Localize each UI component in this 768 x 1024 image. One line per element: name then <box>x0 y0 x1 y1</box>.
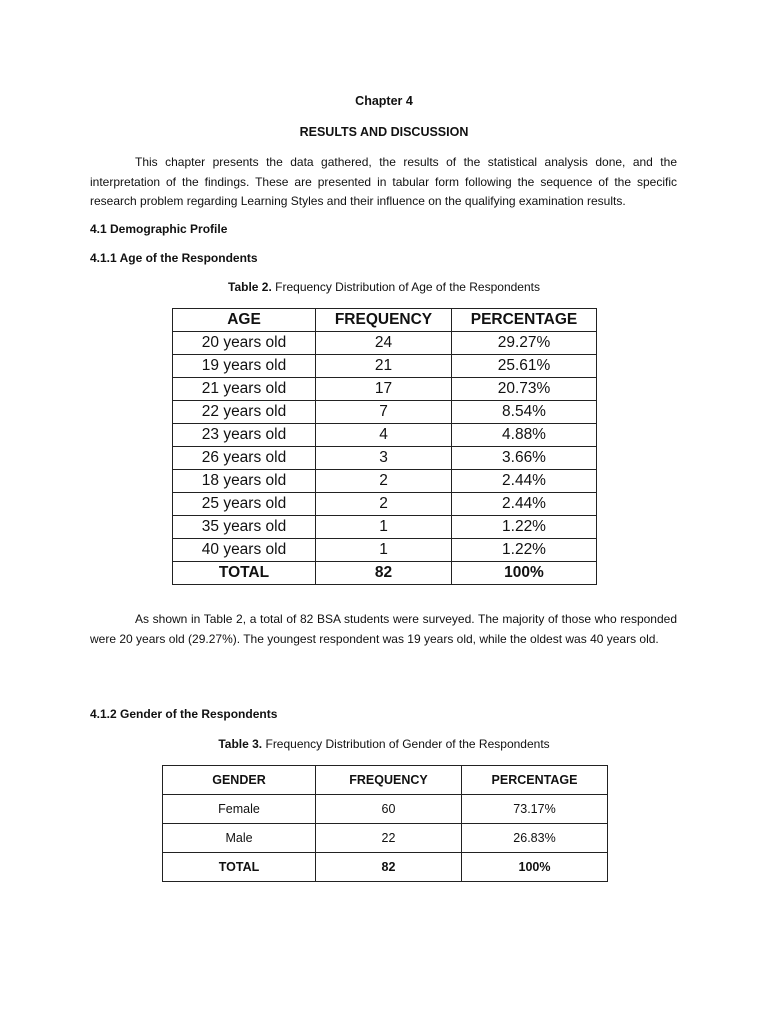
age-distribution-table <box>172 308 597 585</box>
chapter-label: Chapter 4 <box>355 94 413 108</box>
total-label-cell: TOTAL <box>173 562 316 585</box>
age-cell: 23 years old <box>173 424 316 447</box>
table2-caption-text: Frequency Distribution of Age of the Respondents <box>275 280 540 294</box>
frequency-cell: 1 <box>316 539 452 562</box>
percentage-cell: 2.44% <box>452 493 597 516</box>
age-cell: 22 years old <box>173 401 316 424</box>
age-cell: 25 years old <box>173 493 316 516</box>
intro-paragraph: This chapter presents the data gathered, the results of the statistical analysis done, and the interpretation of the findings. These are presented in tabular form following the sequence of the specific research problem regarding Learning Styles and their influence on the qualifying examination results. <box>90 155 677 208</box>
frequency-cell: 60 <box>316 795 462 824</box>
percentage-cell: 20.73% <box>452 378 597 401</box>
age-discussion-paragraph: As shown in Table 2, a total of 82 BSA students were surveyed. The majority of those who responded were 20 years old (29.27%). The youngest respondent was 19 years old, while the oldest was 40 years old. <box>90 612 677 646</box>
total-percentage-cell: 100% <box>462 853 608 882</box>
table-row <box>173 470 597 493</box>
table-row <box>163 824 608 853</box>
age-cell: 20 years old <box>173 332 316 355</box>
table-header-row <box>173 309 597 332</box>
column-header-percentage: PERCENTAGE <box>452 309 597 332</box>
percentage-cell: 25.61% <box>452 355 597 378</box>
total-label-cell: TOTAL <box>163 853 316 882</box>
section-heading-demographic: 4.1 Demographic Profile <box>90 222 228 236</box>
table-row <box>163 795 608 824</box>
table2-label: Table 2. <box>228 280 272 294</box>
frequency-cell: 17 <box>316 378 452 401</box>
frequency-cell: 3 <box>316 447 452 470</box>
table-row <box>173 378 597 401</box>
table2-caption <box>0 280 768 294</box>
gender-distribution-table <box>162 765 608 882</box>
table-total-row <box>163 853 608 882</box>
table3-caption <box>0 737 768 751</box>
table-row <box>173 332 597 355</box>
total-frequency-cell: 82 <box>316 562 452 585</box>
percentage-cell: 73.17% <box>462 795 608 824</box>
frequency-cell: 4 <box>316 424 452 447</box>
percentage-cell: 4.88% <box>452 424 597 447</box>
percentage-cell: 8.54% <box>452 401 597 424</box>
age-cell: 35 years old <box>173 516 316 539</box>
column-header-percentage: PERCENTAGE <box>462 766 608 795</box>
table-row <box>173 447 597 470</box>
age-cell: 26 years old <box>173 447 316 470</box>
percentage-cell: 1.22% <box>452 516 597 539</box>
table-row <box>173 424 597 447</box>
frequency-cell: 22 <box>316 824 462 853</box>
table3-caption-text: Frequency Distribution of Gender of the Respondents <box>265 737 550 751</box>
percentage-cell: 26.83% <box>462 824 608 853</box>
frequency-cell: 1 <box>316 516 452 539</box>
column-header-gender: GENDER <box>163 766 316 795</box>
age-cell: 18 years old <box>173 470 316 493</box>
percentage-cell: 2.44% <box>452 470 597 493</box>
table-header-row <box>163 766 608 795</box>
column-header-frequency: FREQUENCY <box>316 766 462 795</box>
percentage-cell: 29.27% <box>452 332 597 355</box>
frequency-cell: 21 <box>316 355 452 378</box>
table-row <box>173 516 597 539</box>
age-cell: 40 years old <box>173 539 316 562</box>
percentage-cell: 1.22% <box>452 539 597 562</box>
section-heading-age: 4.1.1 Age of the Respondents <box>90 251 258 265</box>
gender-cell: Male <box>163 824 316 853</box>
frequency-cell: 24 <box>316 332 452 355</box>
table-row <box>173 355 597 378</box>
section-heading-gender: 4.1.2 Gender of the Respondents <box>90 707 278 721</box>
percentage-cell: 3.66% <box>452 447 597 470</box>
total-percentage-cell: 100% <box>452 562 597 585</box>
frequency-cell: 2 <box>316 470 452 493</box>
table-row <box>173 401 597 424</box>
table-row <box>173 539 597 562</box>
chapter-title: RESULTS AND DISCUSSION <box>299 125 469 139</box>
table3-label: Table 3. <box>218 737 263 751</box>
frequency-cell: 2 <box>316 493 452 516</box>
total-frequency-cell: 82 <box>316 853 462 882</box>
age-cell: 21 years old <box>173 378 316 401</box>
column-header-frequency: FREQUENCY <box>316 309 452 332</box>
frequency-cell: 7 <box>316 401 452 424</box>
table-total-row <box>173 562 597 585</box>
table-row <box>173 493 597 516</box>
age-cell: 19 years old <box>173 355 316 378</box>
column-header-age: AGE <box>173 309 316 332</box>
gender-cell: Female <box>163 795 316 824</box>
